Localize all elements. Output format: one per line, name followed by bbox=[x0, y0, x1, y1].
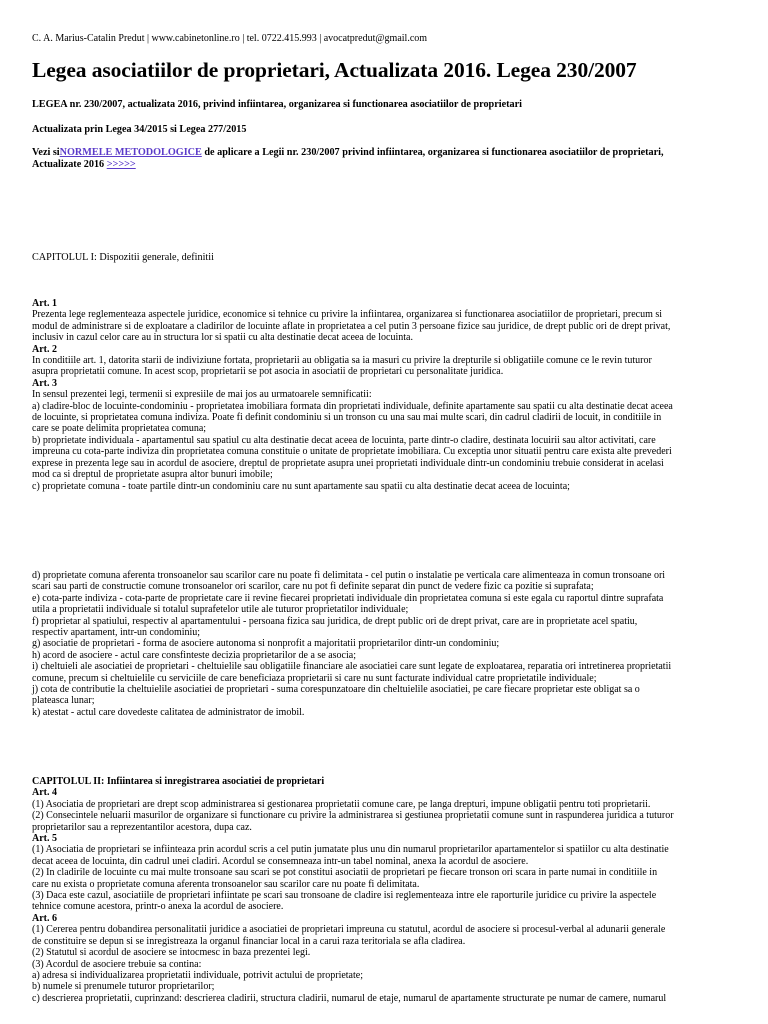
text-line: (3) Daca este cazul, asociatiile de proprietari infiintate pe scari sau tronsoane de cladire isi reglementeaza intre ele raporturile juridice cu privire la aspectele bbox=[32, 890, 657, 902]
text-line: proprietarilor sau a reprezentantilor acestora, dupa caz. bbox=[32, 821, 252, 833]
text-line: (1) Asociatia de proprietari se infiinteaza prin acordul scris a cel putin jumatate plus unu din numarul proprietarilor apartamentelor si spatiilor cu alta destinatie bbox=[32, 844, 669, 856]
text-line: care se poate delimita proprietatea comuna; bbox=[32, 423, 207, 435]
text-line: a) adresa si individualizarea proprietatii individuale, potrivit actului de proprietate; bbox=[32, 969, 363, 981]
text-line: scari sau parti de constructie comune tronsoanelor ori scarilor, care nu pot fi definite separat din punct de vedere fizic ca pozitie si suprafata; bbox=[32, 581, 594, 593]
text-line: c) descrierea proprietatii, cuprinzand: descrierea cladirii, structura cladirii, numarul de etaje, numarul de apartamente structurate pe numar de camere, numarul bbox=[32, 992, 667, 1004]
text-line: care nu exista o proprietate comuna aferenta tronsoanelor sau scarilor care nu poate fi delimitata. bbox=[32, 878, 420, 890]
text-line: inclusiv in cazul celor care au in structura lor si spatii cu alta destinatie decat aceea de locuinta. bbox=[32, 332, 413, 344]
text-line: b) numele si prenumele tuturor proprietarilor; bbox=[32, 981, 215, 993]
text-line: In conditiile art. 1, datorita starii de indiviziune fortata, proprietarii au obligatia sa ia masuri cu privire la drepturile si obligatiile comune ce le revin tuturor bbox=[32, 355, 652, 367]
text-line: tehnice comune acestora, printr-o anexa la acordul de asociere. bbox=[32, 901, 284, 913]
article-heading: Art. 5 bbox=[32, 833, 57, 845]
text-line: exprese in prezenta lege sau in acordul de asociere, dreptul de proprietate asupra unei proprietati individuale dintr-un condominiu trebuie considerat in acelasi bbox=[32, 457, 664, 469]
text-line: (2) In cladirile de locuinte cu mai multe tronsoane sau scari se pot constitui asociatii de proprietari pe fiecare tronson ori scara in parte numai in conditiile in bbox=[32, 867, 658, 879]
text-line: (1) Asociatia de proprietari are drept scop administrarea si gestionarea proprietatii comune care, pe langa drepturi, impune obligatii pentru toti proprietarii. bbox=[32, 798, 651, 810]
article-heading: Art. 4 bbox=[32, 787, 57, 799]
text-line: k) atestat - actul care dovedeste calitatea de administrator de imobil. bbox=[32, 706, 305, 718]
text-line: utila a proprietatii individuale si totalul suprafetelor utile ale tuturor proprietatilor individuale; bbox=[32, 604, 409, 616]
articles-1-3 bbox=[32, 298, 732, 492]
text-line: decat aceea de locuinta, din cadrul unei cladiri. Acordul se consemneaza intr-un tabel nominal, anexa la acordul de asociere. bbox=[32, 855, 529, 867]
text-line: e) cota-parte indiviza - cota-parte de proprietate care ii revine fiecarei proprietati individuale din proprietatea comuna si este egala cu raportul dintre suprafata bbox=[32, 592, 664, 604]
text-line: a) cladire-bloc de locuinte-condominiu - proprietatea imobiliara formata din proprietati individuale, definite apartamente sau spatii cu alta destinatie decat aceea bbox=[32, 400, 673, 412]
text-line: (2) Statutul si acordul de asociere se intocmesc in baza prezentei legi. bbox=[32, 947, 311, 959]
text-line: mod ca si dreptul de proprietate asupra altor bunuri imobile; bbox=[32, 469, 273, 481]
text-line: In sensul prezentei legi, termenii si expresiile de mai jos au urmatoarele semnificatii: bbox=[32, 389, 372, 401]
see-also-text: de aplicare a Legii nr. 230/2007 privind infiintarea, organizarea si functionarea asociatiilor de proprietari, bbox=[201, 147, 664, 158]
text-line: asupra proprietatii comune. In acest scop, proprietarii se pot asocia in asociatii de proprietari cu personalitate juridica. bbox=[32, 366, 504, 378]
text-line: j) cota de contributie la cheltuielile asociatiei de proprietari - suma corespunzatoare din cheltuielile asociatiei, pe care fiecare proprietar este obligat sa o bbox=[32, 684, 640, 696]
text-line: (2) Consecintele neluarii masurilor de organizare si functionare cu privire la administrarea si gestiunea proprietatii comune sunt in raspunderea juridica a tuturor bbox=[32, 810, 674, 822]
text-line: (3) Acordul de asociere trebuie sa contina: bbox=[32, 958, 202, 970]
text-line: c) proprietate comuna - toate partile dintr-un condominiu care nu sunt apartamente sau spatii cu alta destinatie decat aceea de locuinta; bbox=[32, 480, 570, 492]
text-line: i) cheltuieli ale asociatiei de proprietari - cheltuielile sau obligatiile financiare ale asociatiei care sunt legate de exploatarea, reparatia ori intretinerea proprietatii bbox=[32, 661, 672, 673]
text-line: h) acord de asociere - actul care consfinteste decizia proprietarilor de a se asocia; bbox=[32, 649, 356, 661]
chapter-2-section bbox=[32, 776, 732, 1004]
text-line: plateasca lunar; bbox=[32, 695, 95, 707]
text-line: modul de administrare si de exploatare a cladirilor de locuinte aflate in proprietatea a cel putin 3 persoane fizice sau juridice, de drept public ori de drept privat, bbox=[32, 320, 671, 332]
law-subtitle: LEGEA nr. 230/2007, actualizata 2016, privind infiintarea, organizarea si functionarea asociatiilor de proprietari bbox=[32, 99, 522, 110]
methodological-norms-link[interactable]: NORMELE METODOLOGICE bbox=[59, 147, 202, 158]
text-line: comune, precum si cheltuielile cu serviciile de care beneficiaza proprietarii si care nu sunt facturate individual catre proprietatile individuale; bbox=[32, 672, 597, 684]
article-heading: Art. 2 bbox=[32, 343, 57, 355]
see-also-note bbox=[32, 147, 732, 171]
article-heading: Art. 1 bbox=[32, 298, 57, 309]
article-heading: Art. 3 bbox=[32, 377, 57, 389]
see-also-text-line2: Actualizate 2016 bbox=[32, 159, 107, 170]
text-line: respectiv apartament, intr-un condominiu; bbox=[32, 627, 201, 639]
text-line: f) proprietar al spatiului, respectiv al apartamentului - persoana fizica sau juridica, de drept public ori de drept privat, care are in proprietate acel spatiu, bbox=[32, 615, 638, 627]
text-line: g) asociatie de proprietari - forma de asociere autonoma si nonprofit a majoritatii proprietarilor dintr-un condominiu; bbox=[32, 638, 500, 650]
document-title: Legea asociatiilor de proprietari, Actualizata 2016. Legea 230/2007 bbox=[32, 58, 637, 82]
page-header: C. A. Marius-Catalin Predut | www.cabinetonline.ro | tel. 0722.415.993 | avocatpredut@gmail.com bbox=[32, 33, 428, 44]
updated-by-note: Actualizata prin Legea 34/2015 si Legea 277/2015 bbox=[32, 124, 247, 135]
more-link[interactable]: >>>>> bbox=[106, 159, 136, 170]
chapter-heading: CAPITOLUL II: Infiintarea si inregistrarea asociatiei de proprietari bbox=[32, 776, 325, 787]
chapter-heading: CAPITOLUL I: Dispozitii generale, definitii bbox=[32, 252, 214, 263]
text-line: de constituire se depun si se inregistreaza la organul financiar local in a carui raza teritoriala se afla cladirea. bbox=[32, 935, 466, 947]
text-line: impreuna cu cota-parte indiviza din proprietatea comuna constituie o unitate de proprietate imobiliara. Cu exceptia unor situatii pentru care exista alte prevederi bbox=[32, 446, 672, 458]
text-line: d) proprietate comuna aferenta tronsoanelor sau scarilor care nu poate fi delimitata - cel putin o instalatie pe verticala care alimenteaza in comun tronsoane ori bbox=[32, 570, 666, 581]
article-heading: Art. 6 bbox=[32, 912, 57, 924]
article-3-definitions-continued bbox=[32, 570, 732, 718]
text-line: de locuinte, si proprietatea comuna indiviza. Poate fi definit condominiu si un tronson cu una sau mai multe scari, din cadrul cladirii de locuit, in conditiile in bbox=[32, 412, 662, 424]
see-also-prefix: Vezi si bbox=[32, 147, 60, 158]
text-line: b) proprietate individuala - apartamentul sau spatiul cu alta destinatie decat aceea de locuinta, parte dintr-o cladire, destinata locuirii sau altor activitati, care bbox=[32, 434, 656, 446]
text-line: Prezenta lege reglementeaza aspectele juridice, economice si tehnice cu privire la infiintarea, organizarea si functionarea asociatiilor de proprietari, precum si bbox=[32, 309, 663, 321]
text-line: (1) Cererea pentru dobandirea personalitatii juridice a asociatiei de proprietari impreuna cu statutul, acordul de asociere si procesul-verbal al adunarii generale bbox=[32, 924, 666, 936]
